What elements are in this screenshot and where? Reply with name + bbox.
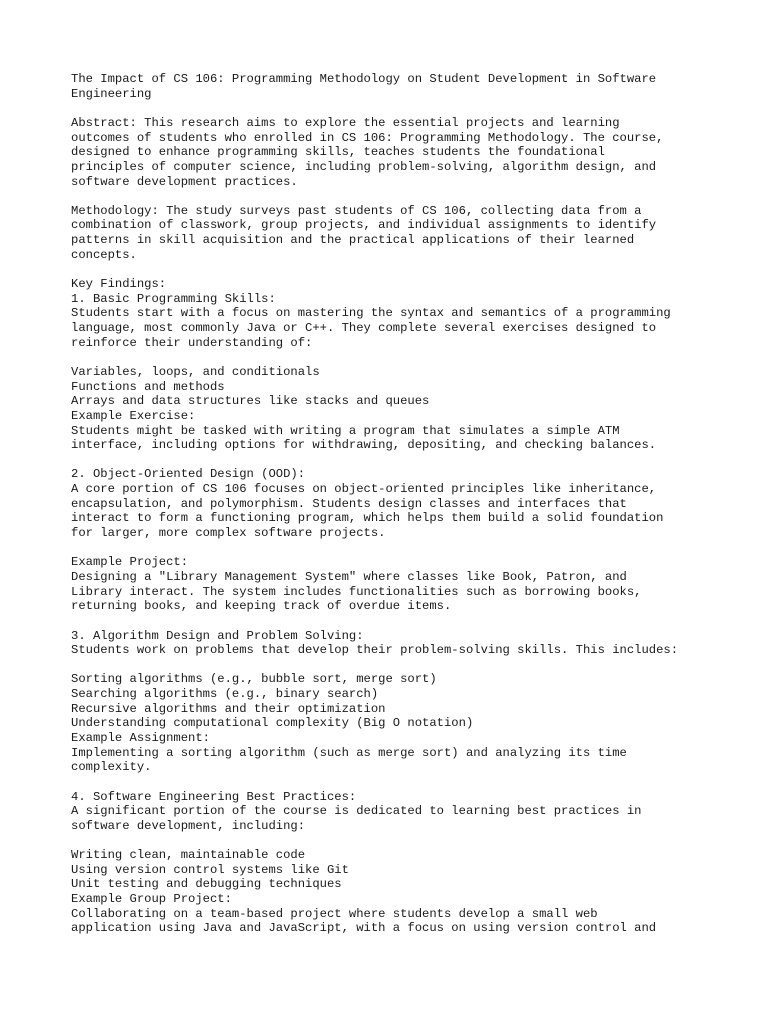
document-title: The Impact of CS 106: Programming Methodology on Student Development in Software Engineering [71,72,657,101]
best-practices-section: 4. Software Engineering Best Practices: A significant portion of the course is dedicated to learning best practices in software development, including: [71,789,642,833]
abstract-paragraph: Abstract: This research aims to explore the essential projects and learning outcomes of students who enrolled in CS 106: Programming Methodology. The course, designed to enhance programming skills, teaches students the foundational principles of computer science, including problem-solving, algorithm design, and software development practices. [71,115,664,189]
best-practices-topics-list: Writing clean, maintainable code Using version control systems like Git Unit testing and debugging techniques Example Group Project: Collaborating on a team-based project where students develop a small web application using Java and JavaScript, with a focus on using version control and [71,848,657,936]
ood-example-project: Example Project: Designing a "Library Management System" where classes like Book, Patron, and Library interact. The system includes functionalities such as borrowing books, returning books, and keeping track of overdue items. [71,555,642,614]
ood-section: 2. Object-Oriented Design (OOD): A core portion of CS 106 focuses on object-oriented principles like inheritance, encapsulation, and polymorphism. Students design classes and interfaces that interact to form a functioning program, which helps them build a solid foundation for larger, more complex software projects. [71,467,664,541]
document-page [71,72,731,951]
methodology-paragraph: Methodology: The study surveys past students of CS 106, collecting data from a combination of classwork, group projects, and individual assignments to identify patterns in skill acquisition and the practical applications of their learned concepts. [71,203,657,262]
algorithms-section: 3. Algorithm Design and Problem Solving: Students work on problems that develop their problem-solving skills. This includes: [71,628,679,658]
algorithms-topics-list: Sorting algorithms (e.g., bubble sort, merge sort) Searching algorithms (e.g., binary search) Recursive algorithms and their optimization Understanding computational complexity (Big O notation) Example Assignment: Implementing a sorting algorithm (such as merge sort) and analyzing its time complexity. [71,672,627,775]
basic-skills-topics-list: Variables, loops, and conditionals Functions and methods Arrays and data structures like stacks and queues Example Exercise: Students might be tasked with writing a program that simulates a simple ATM interface, including options for withdrawing, depositing, and checking balances. [71,364,657,453]
key-findings-basic-skills: Key Findings: 1. Basic Programming Skills: Students start with a focus on mastering the syntax and semantics of a programming language, most commonly Java or C++. They complete several exercises designed to reinforce their understanding of: [71,277,671,350]
